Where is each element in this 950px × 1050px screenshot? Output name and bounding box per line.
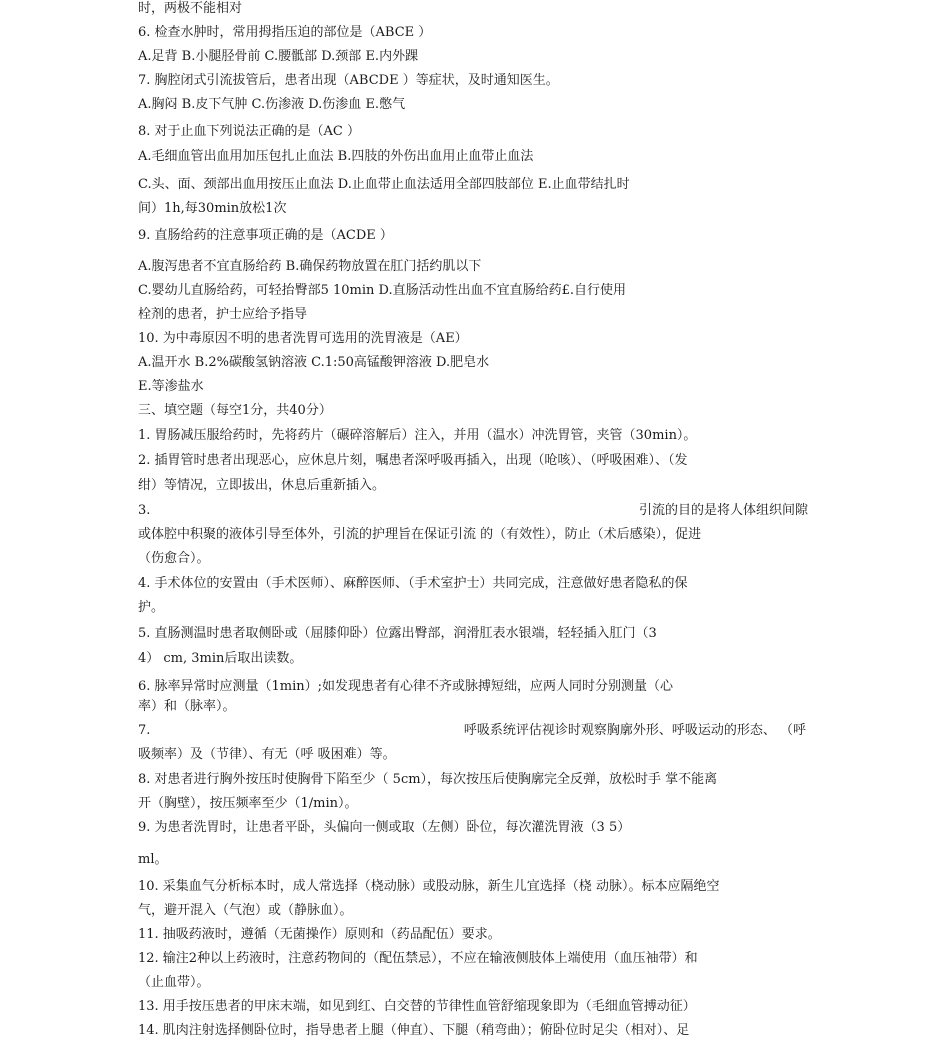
fill-3-number: 3. (138, 503, 151, 518)
fill-9-a: 9. 为患者洗胃时，让患者平卧，头偏向一侧或取（左侧）卧位，每次灌洗胃液（3 5） (138, 820, 631, 835)
fill-1: 1. 胃肠减压服给药时，先将药片（碾碎溶解后）注入，并用（温水）冲洗胃管，夹管（30min）。 (138, 428, 697, 443)
fill-10-a: 10. 采集血气分析标本时，成人常选择（桡动脉）或股动脉，新生儿宜选择（桡 动脉）。标本应隔绝空 (138, 879, 720, 894)
fill-12-a: 12. 输注2种以上药液时，注意药物间的（配伍禁忌），不应在输液侧肢体上端使用（血压袖带）和 (138, 951, 698, 966)
fill-7-b: 吸频率）及（节律）、有无（呼 吸困难）等。 (138, 747, 396, 762)
fill-11: 11. 抽吸药液时，遵循（无菌操作）原则和（药品配伍）要求。 (138, 927, 501, 942)
options-9-b: C.婴幼儿直肠给药，可轻抬臀部5 10min D.直肠活动性出血不宜直肠给药£.自行使用 (138, 283, 627, 298)
fill-3-a (138, 503, 808, 519)
question-10: 10. 为中毒原因不明的患者洗胃可选用的洗胃液是（AE） (138, 331, 468, 346)
options-10-b: E.等渗盐水 (138, 379, 204, 394)
fill-3-b: 或体腔中积聚的液体引导至体外，引流的护理旨在保证引流 的（有效性），防止（术后感染），促进 (138, 527, 702, 542)
fill-5-b: 4） cm, 3min后取出读数。 (138, 651, 303, 666)
question-9: 9. 直肠给药的注意事项正确的是（ACDE ） (138, 228, 393, 243)
options-8-a: A.毛细血管出血用加压包扎止血法 B.四肢的外伤出血用止血带止血法 (138, 149, 534, 164)
fill-9-b: ml。 (138, 852, 168, 867)
fill-8-a: 8. 对患者进行胸外按压时使胸骨下陷至少（ 5cm），每次按压后使胸廓完全反弹，放松时手 掌不能离 (138, 772, 718, 787)
text-line: 时，两极不能相对 (138, 1, 243, 16)
fill-6-b: 率）和（脉率）。 (138, 699, 236, 714)
question-7: 7. 胸腔闭式引流拔管后，患者出现（ABCDE ）等症状，及时通知医生。 (138, 73, 559, 88)
fill-4-a: 4. 手术体位的安置由（手术医师）、麻醉医师、（手术室护士）共同完成，注意做好患者隐私的保 (138, 576, 688, 591)
fill-7-a (138, 723, 806, 739)
question-8: 8. 对于止血下列说法正确的是（AC ） (138, 124, 361, 139)
fill-13: 13. 用手按压患者的甲床末端，如见到红、白交替的节律性血管舒缩现象即为（毛细血管搏动征） (138, 999, 696, 1014)
fill-8-b: 开（胸壁），按压频率至少（1/min）。 (138, 796, 358, 811)
fill-5-a: 5. 直肠测温时患者取侧卧或（屈膝仰卧）位露出臀部，润滑肛表水银端，轻轻插入肛门（3 (138, 626, 657, 641)
options-8-c: 间）1h,每30min放松1次 (138, 201, 287, 216)
fill-2-b: 绀）等情况，立即拔出，休息后重新插入。 (138, 478, 386, 493)
options-6: A.足背 B.小腿胫骨前 C.腰骶部 D.颈部 E.内外踝 (138, 49, 419, 64)
fill-3-c: （伤愈合）。 (138, 551, 210, 566)
options-10-a: A.温开水 B.2%碳酸氢钠溶液 C.1:50高锰酸钾溶液 D.肥皂水 (138, 355, 490, 370)
fill-2-a: 2. 插胃管时患者出现恶心，应休息片刻，嘱患者深呼吸再插入，出现（呛咳）、（呼吸困难）、（发 (138, 453, 688, 468)
options-8-b: C.头、面、颈部出血用按压止血法 D.止血带止血法适用全部四肢部位 E.止血带结扎时 (138, 177, 630, 192)
fill-10-b: 气，避开混入（气泡）或（静脉血）。 (138, 903, 353, 918)
fill-14: 14. 肌肉注射选择侧卧位时，指导患者上腿（伸直）、下腿（稍弯曲）；俯卧位时足尖（相对）、足 (138, 1023, 690, 1038)
fill-12-b: （止血带）。 (138, 975, 210, 990)
section-heading: 三、填空题（每空1分，共40分） (138, 403, 332, 418)
fill-7-number: 7. (138, 723, 151, 738)
options-7: A.胸闷 B.皮下气肿 C.伤渗液 D.伤渗血 E.憋气 (138, 97, 406, 112)
fill-4-b: 护。 (138, 600, 165, 615)
question-6: 6. 检查水肿时，常用拇指压迫的部位是（ABCE ） (138, 25, 432, 40)
options-9-a: A.腹泻患者不宜直肠给药 B.确保药物放置在肛门括约肌以下 (138, 259, 482, 274)
options-9-c: 栓剂的患者，护士应给予指导 (138, 307, 308, 322)
fill-3-text: 引流的目的是将人体组织间隙 (638, 503, 808, 518)
fill-6-a: 6. 脉率异常时应测量（1min）;如发现患者有心律不齐或脉搏短绌，应两人同时分别测量（心 (138, 679, 674, 694)
fill-7-text: 呼吸系统评估视诊时观察胸廓外形、呼吸运动的形态、 （呼 (463, 723, 806, 738)
